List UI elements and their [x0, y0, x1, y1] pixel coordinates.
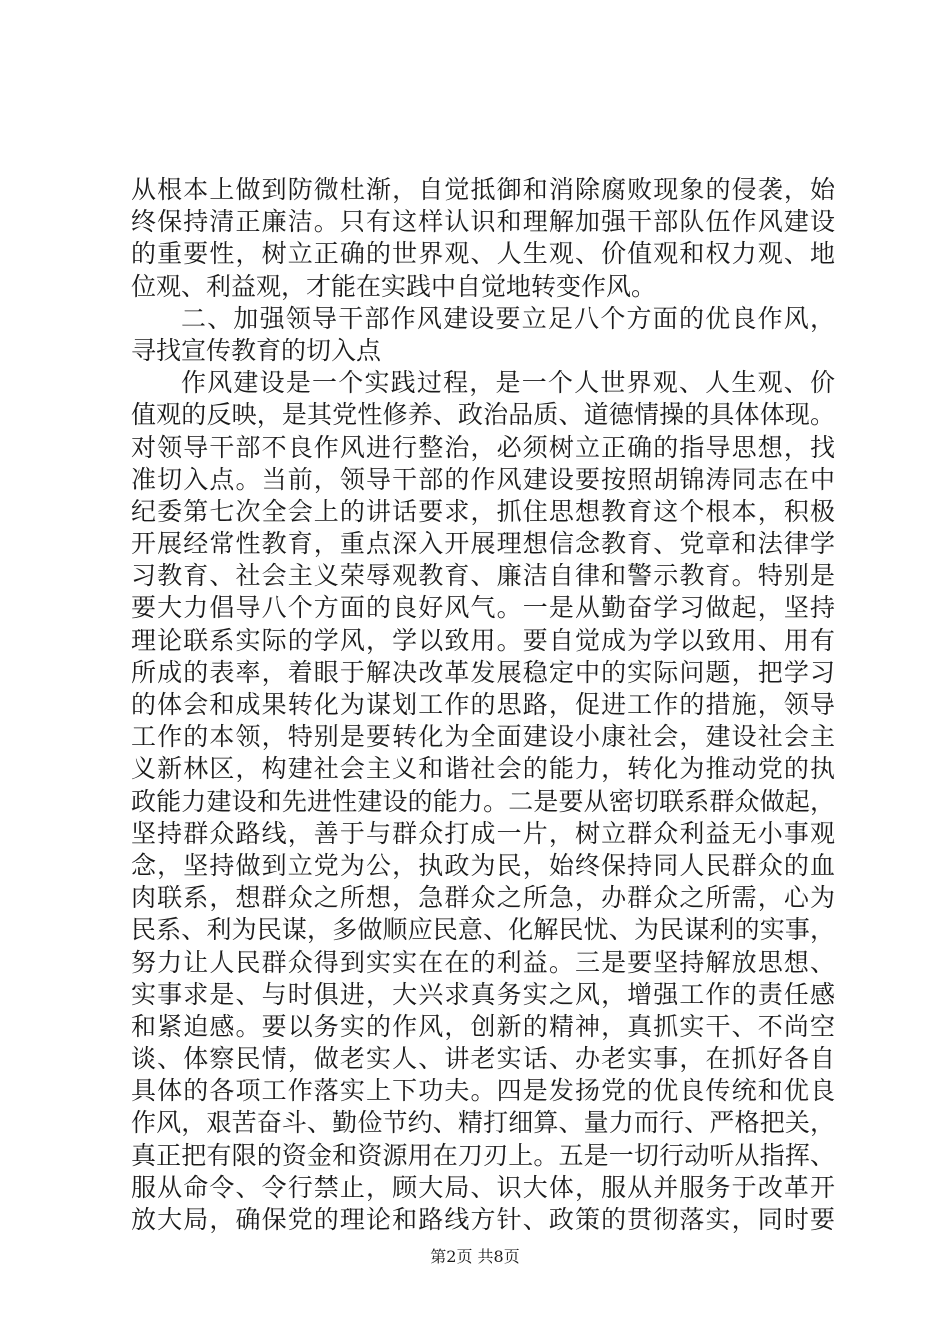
document-body — [131, 174, 835, 1236]
text-line: 作风建设是一个实践过程，是一个人世界观、人生观、价 — [181, 368, 835, 398]
text-line: 理论联系实际的学风，学以致用。要自觉成为学以致用、用有 — [131, 625, 835, 655]
text-line: 坚持群众路线，善于与群众打成一片，树立群众利益无小事观 — [131, 818, 835, 848]
text-line: 工作的本领，特别是要转化为全面建设小康社会，建设社会主 — [131, 722, 835, 752]
text-line: 值观的反映，是其党性修养、政治品质、道德情操的具体体现。 — [131, 400, 835, 430]
text-line: 终保持清正廉洁。只有这样认识和理解加强干部队伍作风建设 — [131, 207, 835, 237]
text-line: 寻找宣传教育的切入点 — [131, 335, 382, 365]
page-footer: 第2页 共8页 — [430, 1247, 520, 1266]
text-line: 要大力倡导八个方面的良好风气。一是从勤奋学习做起，坚持 — [131, 593, 835, 623]
text-line: 肉联系，想群众之所想，急群众之所急，办群众之所需，心为 — [131, 883, 835, 913]
text-line: 政能力建设和先进性建设的能力。二是要从密切联系群众做起， — [131, 786, 835, 816]
text-line: 二、加强领导干部作风建设要立足八个方面的优良作风， — [181, 303, 835, 333]
text-line: 纪委第七次全会上的讲话要求，抓住思想教育这个根本，积极 — [131, 496, 835, 526]
text-line: 所成的表率，着眼于解决改革发展稳定中的实际问题，把学习 — [131, 657, 835, 687]
text-line: 作风，艰苦奋斗、勤俭节约、精打细算、量力而行、严格把关， — [131, 1108, 835, 1138]
text-line: 开展经常性教育，重点深入开展理想信念教育、党章和法律学 — [131, 529, 835, 559]
text-line: 位观、利益观，才能在实践中自觉地转变作风。 — [131, 271, 657, 301]
text-line: 具体的各项工作落实上下功夫。四是发扬党的优良传统和优良 — [131, 1076, 835, 1106]
text-line: 从根本上做到防微杜渐，自觉抵御和消除腐败现象的侵袭，始 — [131, 175, 835, 204]
text-line: 的重要性，树立正确的世界观、人生观、价值观和权力观、地 — [131, 239, 835, 269]
text-line: 的体会和成果转化为谋划工作的思路，促进工作的措施，领导 — [131, 690, 835, 719]
text-line: 服从命令、令行禁止，顾大局、识大体，服从并服务于改革开 — [131, 1172, 835, 1202]
text-line: 习教育、社会主义荣辱观教育、廉洁自律和警示教育。特别是 — [131, 561, 835, 591]
text-line: 对领导干部不良作风进行整治，必须树立正确的指导思想，找 — [131, 432, 835, 462]
text-line: 和紧迫感。要以务实的作风，创新的精神，真抓实干、不尚空 — [131, 1011, 835, 1041]
text-line: 实事求是、与时俱进，大兴求真务实之风，增强工作的责任感 — [131, 979, 835, 1009]
text-line: 谈、体察民情，做老实人、讲老实话、办老实事，在抓好各自 — [131, 1044, 835, 1074]
text-line: 民系、利为民谋，多做顺应民意、化解民忧、为民谋利的实事， — [131, 915, 835, 945]
text-line: 努力让人民群众得到实实在在的利益。三是要坚持解放思想、 — [131, 947, 835, 977]
text-line: 真正把有限的资金和资源用在刀刃上。五是一切行动听从指挥、 — [131, 1140, 835, 1170]
text-line: 义新林区，构建社会主义和谐社会的能力，转化为推动党的执 — [131, 754, 835, 784]
text-line: 准切入点。当前，领导干部的作风建设要按照胡锦涛同志在中 — [131, 464, 835, 494]
text-line: 念，坚持做到立党为公，执政为民，始终保持同人民群众的血 — [131, 850, 835, 880]
text-line: 放大局，确保党的理论和路线方针、政策的贯彻落实，同时要 — [131, 1205, 835, 1234]
